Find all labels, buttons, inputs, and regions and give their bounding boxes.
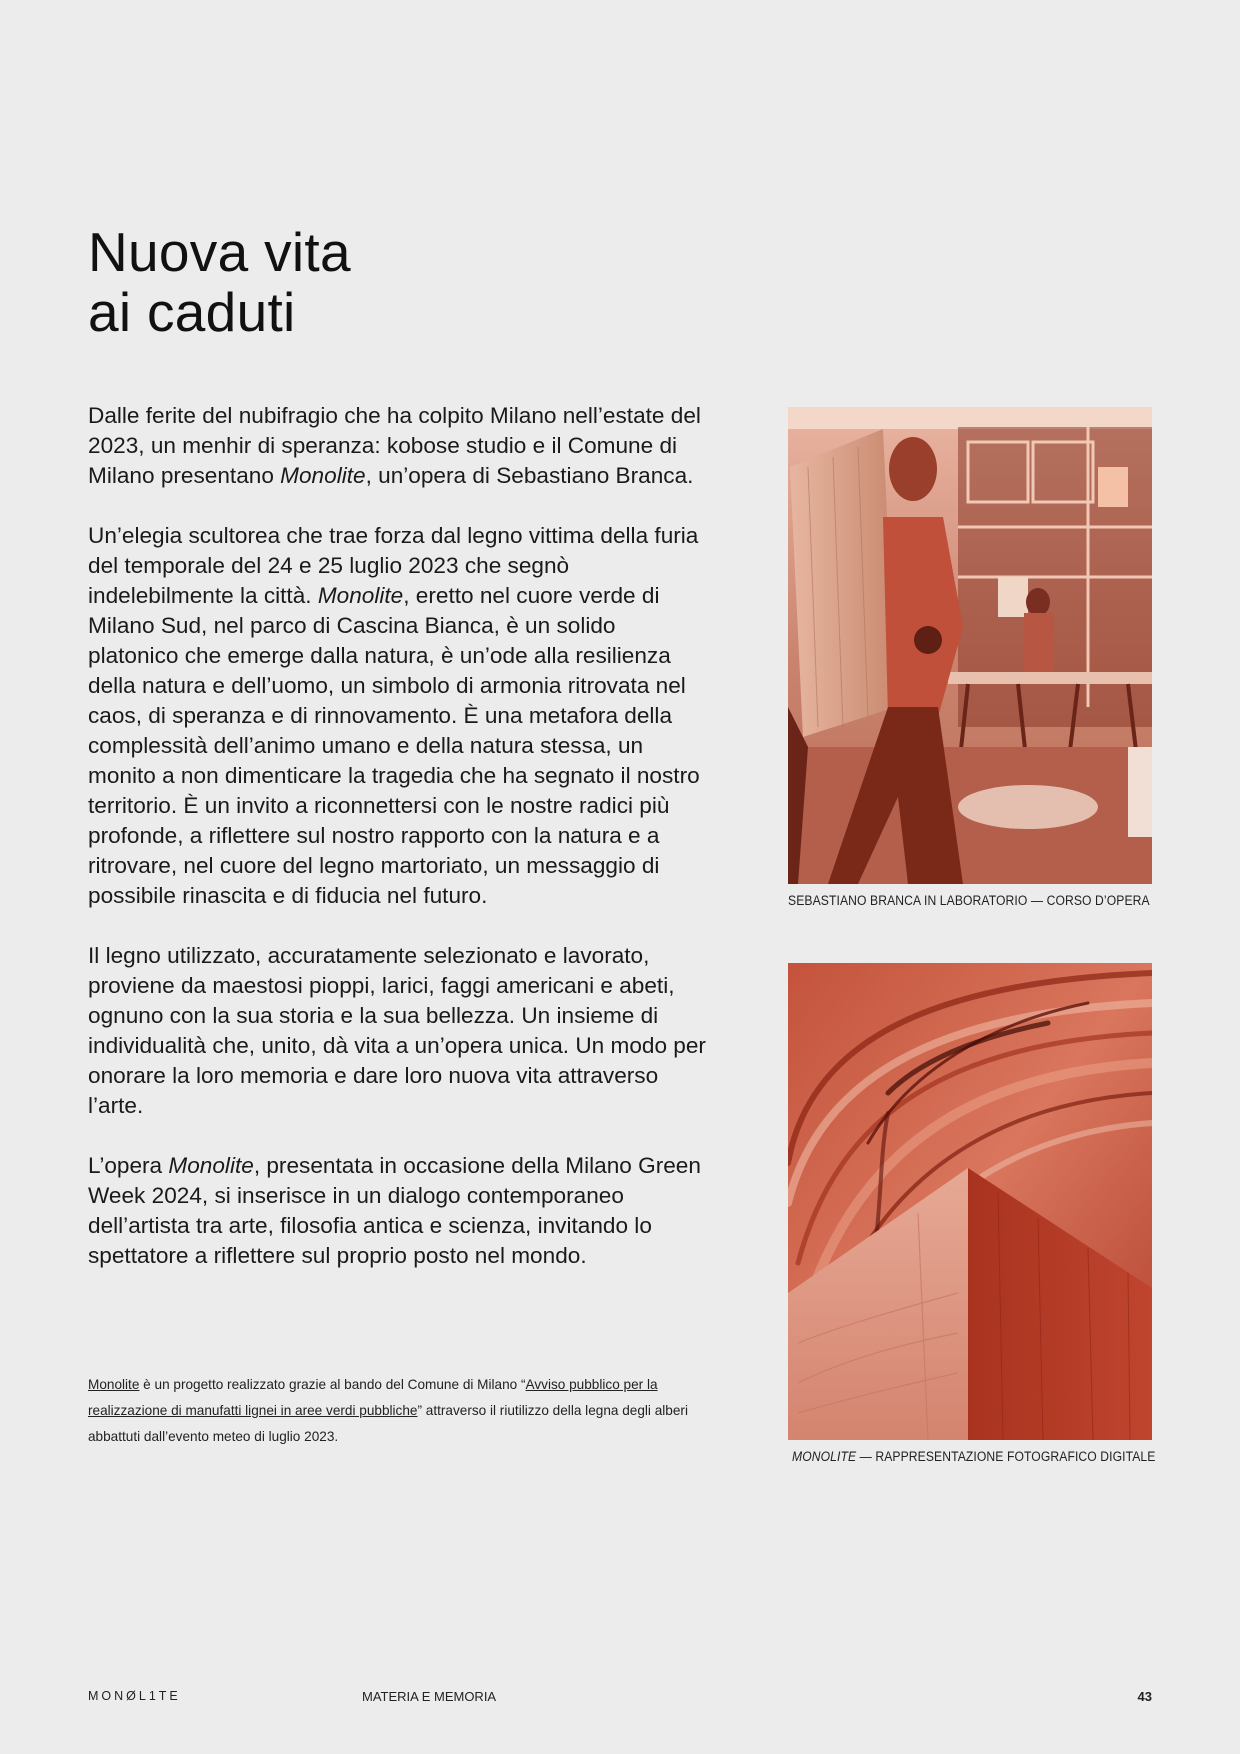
monolith-photo (788, 963, 1152, 1440)
paragraph-2-text-b: , eretto nel cuore verde di Milano Sud, nel parco di Cascina Bianca, è un solido platonico che emerge dalla natura, è un’ode alla resilienza della natura e dell’uomo, un simbolo di armonia ritrovata nel caos, di speranza e di rinnovamento. È una metafora della complessità dell’animo umano e della natura stessa, un monito a non dimenticare la tragedia che ha segnato il nostro territorio. È un invito a riconnettersi con le nostre radici più profonde, a riflettere sul nostro rapporto con la natura e a ritrovare, nel cuore del legno martoriato, un messaggio di possibile rinascita e di fiducia nel futuro. (88, 583, 700, 908)
paragraph-1-text-a: Dalle ferite del nubifragio che ha colpito Milano nell’estate del 2023, un menhir di speranza: kobose studio e il Comune di Milano presentano (88, 403, 701, 488)
footnote (88, 1372, 700, 1450)
work-title-italic: Monolite (168, 1153, 254, 1178)
footnote-link-monolite[interactable]: Monolite (88, 1377, 140, 1392)
paragraph-2-text-a: Un’elegia scultorea che trae forza dal legno vittima della furia del temporale del 24 e 25 luglio 2023 che segnò indelebilmente la città. (88, 523, 699, 608)
workshop-photo (788, 407, 1152, 884)
footnote-text-2: ” attraverso il riutilizzo della legna degli alberi abbattuti dall’evento meteo di luglio 2023. (88, 1403, 688, 1444)
paragraph-1 (88, 401, 708, 491)
title-line-2: ai caduti (88, 281, 296, 343)
page-title (88, 222, 351, 342)
paragraph-3: Il legno utilizzato, accuratamente selezionato e lavorato, proviene da maestosi pioppi, larici, faggi americani e abeti, ognuno con la sua storia e la sua bellezza. Un insieme di individualità che, unito, dà vita a un’opera unica. Un modo per onorare la loro memoria e dare loro nuova vita attraverso l’arte. (88, 943, 706, 1118)
caption-text: — RAPPRESENTAZIONE FOTOGRAFICO DIGITALE (856, 1449, 1156, 1464)
article-body (88, 401, 708, 1301)
paragraph-1-text-b: , un’opera di Sebastiano Branca. (365, 463, 694, 488)
page-number: 43 (1137, 1689, 1152, 1704)
footer-logo: MONØL1TE (88, 1689, 181, 1703)
title-line-1: Nuova vita (88, 221, 351, 283)
work-title-italic: Monolite (280, 463, 366, 488)
footer-section-title: MATERIA E MEMORIA (362, 1689, 497, 1704)
footnote-text-1: è un progetto realizzato grazie al bando del Comune di Milano “ (139, 1377, 526, 1392)
paragraph-4-text-b: , presentata in occasione della Milano Green Week 2024, si inserisce in un dialogo contemporaneo dell’artista tra arte, filosofia antica e scienza, invitando lo spettatore a riflettere sul proprio posto nel mondo. (88, 1153, 701, 1268)
work-title-italic: Monolite (317, 583, 404, 608)
paragraph-4-text-a: L’opera (88, 1153, 169, 1178)
paragraph-2 (88, 521, 708, 911)
monolith-photo-caption (792, 1449, 1156, 1464)
workshop-photo-caption: SEBASTIANO BRANCA IN LABORATORIO — CORSO D’OPERA (788, 893, 1150, 908)
footnote-link-avviso[interactable]: Avviso pubblico per la realizzazione di manufatti lignei in aree verdi pubbliche (88, 1377, 658, 1418)
caption-work-title: MONOLITE (792, 1449, 857, 1464)
paragraph-4 (88, 1151, 708, 1271)
